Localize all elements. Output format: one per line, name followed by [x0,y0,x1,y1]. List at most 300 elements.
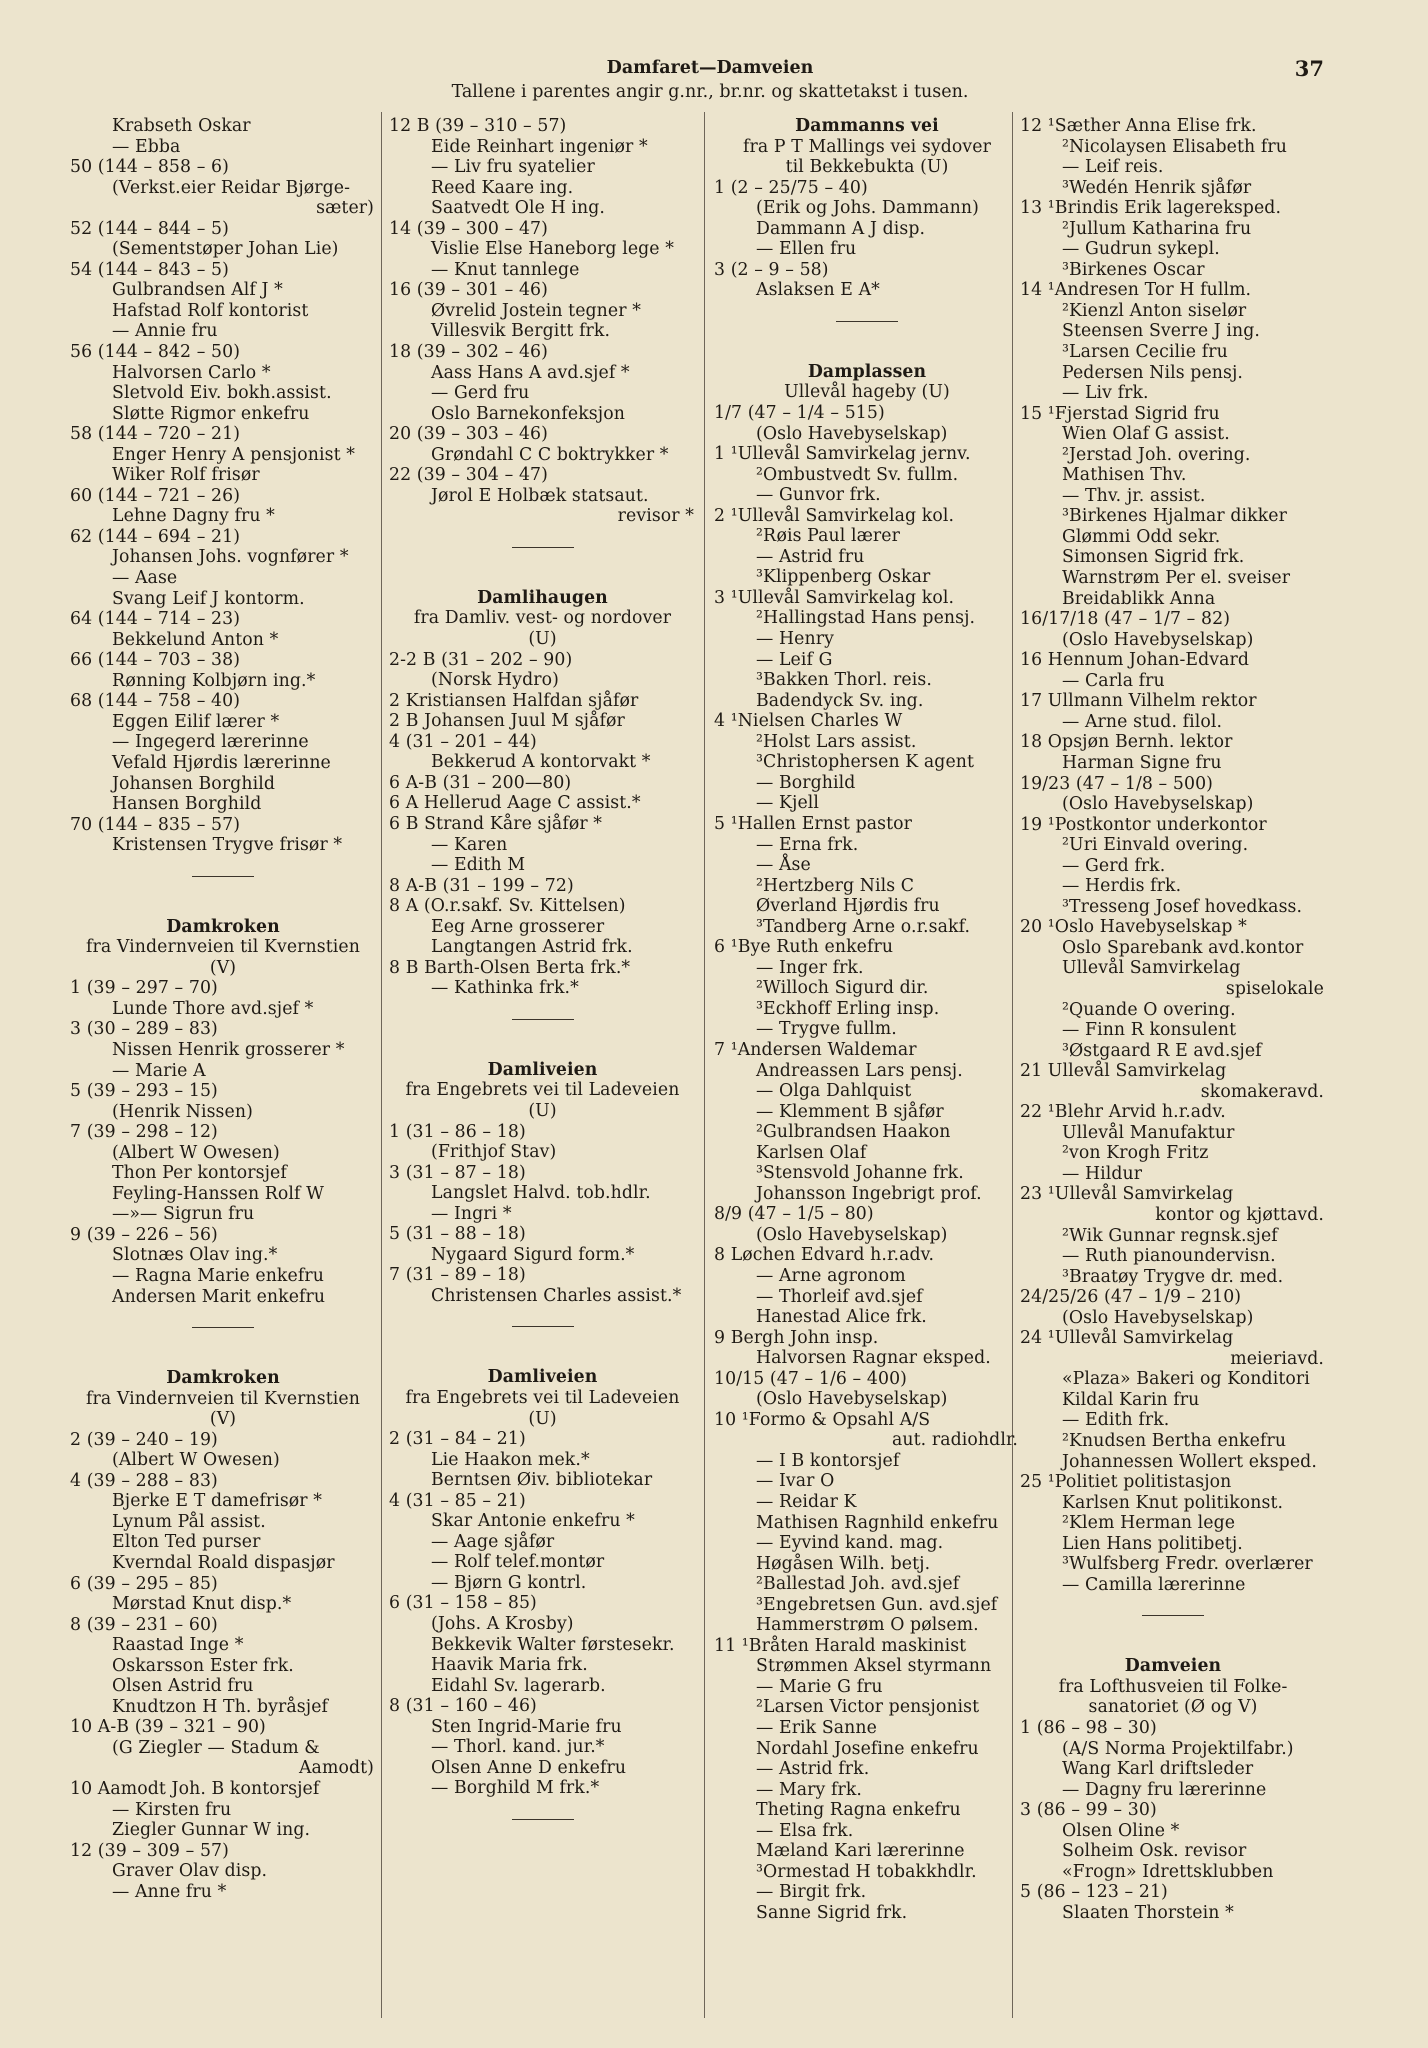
directory-line: 1/7 (47 – 1/4 – 515) [714,403,885,424]
directory-line: Øverland Hjørdis fru [756,896,940,917]
directory-line: (Oslo Havebyselskap) [1062,1307,1254,1328]
directory-line: Johansen Borghild [112,773,275,794]
directory-line: Skar Antonie enkefru * [431,1511,635,1532]
directory-line: Hansen Borghild [112,794,262,815]
section-separator [70,856,376,897]
column-rule [704,112,705,2018]
directory-line: Lunde Thore avd.sjef * [112,998,314,1019]
directory-line: 1 (39 – 297 – 70) [70,978,218,999]
directory-line: Warnstrøm Per el. sveiser [1062,568,1291,589]
directory-line: 2 (31 – 84 – 21) [389,1429,526,1450]
section-gap [70,1348,376,1368]
directory-line: ²Jerstad Joh. overing. [1062,444,1251,465]
directory-line: — Herdis frk. [1062,876,1182,897]
directory-line: skomakeravd. [1200,1081,1324,1102]
directory-line: Haavik Maria frk. [431,1655,588,1676]
directory-line: Kristensen Trygve frisør * [112,835,343,856]
directory-line: — Astrid frk. [756,1759,870,1780]
directory-line: — Anne fru * [112,1881,227,1902]
directory-line: — Åse [756,855,811,876]
section-separator [389,1799,696,1840]
directory-line: 4 ¹Nielsen Charles W [714,711,903,732]
directory-line: 2 ¹Ullevål Samvirkelag kol. [714,505,955,526]
directory-line: 6 (39 – 295 – 85) [70,1573,218,1594]
directory-line: Harman Signe fru [1062,752,1222,773]
directory-line: — Ivar O [756,1471,835,1492]
directory-line: — Olga Dahlquist [756,1081,912,1102]
directory-line: — Borghild [756,772,856,793]
directory-line: —»— Sigrun fru [112,1204,255,1225]
directory-line: ²Uri Einvald overing. [1062,835,1249,856]
directory-line: 3 (2 – 9 – 58) [714,259,829,280]
directory-line: — Marie A [112,1060,206,1081]
directory-line: revisor * [617,506,694,527]
directory-line: — Kathinka frk.* [431,978,579,999]
directory-line: (Oslo Havebyselskap) [756,1389,948,1410]
directory-line: Svang Leif J kontorm. [112,588,305,609]
directory-line: Dammann A J disp. [756,218,926,239]
directory-column-4 [1020,116,1326,2016]
directory-line: ²Klem Herman lege [1062,1513,1236,1534]
directory-line: 8 A-B (31 – 199 – 72) [389,875,574,896]
directory-line: Slaaten Thorstein * [1062,1902,1234,1923]
directory-line: Hafstad Rolf kontorist [112,300,309,321]
directory-line: (Oslo Havebyselskap) [1062,629,1254,650]
directory-line: Oskarsson Ester frk. [112,1655,294,1676]
directory-line: Wiker Rolf frisør [112,465,260,486]
directory-line: Nordahl Josefine enkefru [756,1738,979,1759]
directory-line: Eide Reinhart ingeniør * [431,136,648,157]
directory-line: — Ragna Marie enkefru [112,1265,324,1286]
directory-line: 64 (144 – 714 – 23) [70,609,241,630]
directory-line: (Sementstøper Johan Lie) [112,239,339,260]
directory-line: Wien Olaf G assist. [1062,424,1230,445]
directory-line: 6 ¹Bye Ruth enkefru [714,937,894,958]
directory-line: ³Tresseng Josef hovedkass. [1062,896,1303,917]
directory-line: (Frithjof Stav) [431,1142,557,1163]
directory-line: fra Vindernveien til Kvernstien [86,937,360,958]
directory-line: Badendyck Sv. ing. [756,690,924,711]
directory-line: ²Ombustvedt Sv. fullm. [756,464,959,485]
directory-line: 15 ¹Fjerstad Sigrid fru [1020,403,1220,424]
directory-line: ²Quande O overing. [1062,999,1236,1020]
section-gap [389,1040,696,1060]
directory-line: Lie Haakon mek.* [431,1449,590,1470]
street-heading: Damliveien [487,1367,598,1388]
street-heading: Damveien [1124,1656,1222,1677]
directory-line: 10 A-B (39 – 321 – 90) [70,1717,266,1738]
directory-line: 5 (39 – 293 – 15) [70,1081,218,1102]
street-heading: Damkroken [166,916,280,937]
directory-line: Berntsen Øiv. bibliotekar [431,1470,653,1491]
directory-line: Solheim Osk. revisor [1062,1841,1247,1862]
directory-line: — Birgit frk. [756,1882,867,1903]
directory-line: 52 (144 – 844 – 5) [70,218,229,239]
directory-line: Enger Henry A pensjonist * [112,444,355,465]
directory-line: Sten Ingrid-Marie fru [431,1716,622,1737]
section-separator [389,527,696,568]
directory-line: Karlsen Olaf [756,1142,867,1163]
directory-line: 1 (2 – 25/75 – 40) [714,177,868,198]
directory-line: Aass Hans A avd.sjef * [431,362,630,383]
section-separator [70,1307,376,1348]
directory-line: Aslaksen E A* [756,280,880,301]
directory-line: Grøndahl C C boktrykker * [431,444,669,465]
directory-line: ³Klippenberg Oskar [756,567,931,588]
directory-line: Sløtte Rigmor enkefru [112,403,310,424]
directory-line: 7 (31 – 89 – 18) [389,1265,526,1286]
directory-line: — Edith frk. [1062,1410,1170,1431]
directory-line: 50 (144 – 858 – 6) [70,157,229,178]
directory-line: Eeg Arne grosserer [431,916,605,937]
directory-line: — Thv. jr. assist. [1062,485,1206,506]
directory-line: (A/S Norma Projektilfabr.) [1062,1738,1294,1759]
directory-line: 16/17/18 (47 – 1/7 – 82) [1020,609,1231,630]
directory-line: 4 (31 – 85 – 21) [389,1490,526,1511]
directory-line: — Gerd frk. [1062,855,1166,876]
directory-line: — Elsa frk. [756,1820,854,1841]
directory-line: ²Nicolaysen Elisabeth fru [1062,136,1287,157]
directory-line: — Leif reis. [1062,157,1164,178]
directory-line: Ullevål hageby (U) [784,382,950,403]
street-heading: Dammanns vei [795,116,939,136]
directory-line: Langtangen Astrid frk. [431,937,633,958]
directory-line: Bekkevik Walter førstesekr. [431,1634,675,1655]
directory-line: Kildal Karin fru [1062,1389,1200,1410]
directory-line: Thon Per kontorsjef [112,1163,287,1184]
directory-line: 9 (39 – 226 – 56) [70,1224,218,1245]
directory-line: 3 (86 – 99 – 30) [1020,1800,1157,1821]
directory-line: ³Braatøy Trygve dr. med. [1062,1266,1284,1287]
directory-line: 3 (31 – 87 – 18) [389,1162,526,1183]
directory-line: — Gerd fru [431,383,530,404]
directory-line: — Eyvind kand. mag. [756,1533,944,1554]
section-separator [389,999,696,1040]
directory-line: (U) [528,1408,557,1429]
directory-line: ³Eckhoff Erling insp. [756,998,940,1019]
directory-line: 22 ¹Blehr Arvid h.r.adv. [1020,1102,1226,1123]
directory-line: Bjerke E T damefrisør * [112,1491,322,1512]
directory-line: 8/9 (47 – 1/5 – 80) [714,1204,874,1225]
directory-line: — Erik Sanne [756,1718,877,1739]
directory-line: (Oslo Havebyselskap) [756,1224,948,1245]
directory-line: Andreassen Lars pensj. [756,1060,963,1081]
directory-line: 7 ¹Andersen Waldemar [714,1039,917,1060]
directory-line: 8 (39 – 231 – 60) [70,1614,218,1635]
directory-line: Mathisen Thv. [1062,465,1187,486]
directory-line: — Thorl. kand. jur.* [431,1737,605,1758]
directory-line: — Hildur [1062,1163,1143,1184]
directory-line: ²Larsen Victor pensjonist [756,1697,980,1718]
directory-line: ³Christophersen K agent [756,752,975,773]
directory-line: — Knut tannlege [431,259,580,280]
directory-line: — Borghild M frk.* [431,1778,600,1799]
section-gap [1020,1636,1326,1656]
directory-line: kontor og kjøttavd. [1155,1204,1324,1225]
directory-line: 56 (144 – 842 – 50) [70,342,241,363]
directory-line: — Rolf telef.montør [431,1552,605,1573]
directory-line: 13 ¹Brindis Erik lagereksped. [1020,198,1282,219]
directory-line: Glømmi Odd sekr. [1062,526,1221,547]
directory-line: ²von Krogh Fritz [1062,1143,1209,1164]
directory-line: 12 (39 – 309 – 57) [70,1840,229,1861]
directory-line: 20 ¹Oslo Havebyselskap * [1020,917,1247,938]
directory-line: ³Tandberg Arne o.r.sakf. [756,916,971,937]
page-subtitle: Tallene i parentes angir g.nr., br.nr. og skattetakst i tusen. [451,82,969,102]
directory-line: (Albert W Owesen) [112,1450,280,1471]
directory-line: — Kjell [756,793,820,814]
directory-line: Jørol E Holbæk statsaut. [431,485,649,506]
directory-line: Villesvik Bergitt frk. [431,321,611,342]
directory-line: (Oslo Havebyselskap) [1062,794,1254,815]
directory-line: — Liv fru syatelier [431,157,595,178]
directory-line: 2 (39 – 240 – 19) [70,1429,218,1450]
directory-line: 54 (144 – 843 – 5) [70,259,229,280]
directory-line: ³Bakken Thorl. reis. [756,670,932,691]
directory-line: — Ruth pianoundervisn. [1062,1246,1276,1267]
directory-line: Mæland Kari lærerinne [756,1841,965,1862]
directory-line: ²Knudsen Bertha enkefru [1062,1431,1287,1451]
directory-line: Halvorsen Ragnar eksped. [756,1348,991,1369]
directory-line: 12 B (39 – 310 – 57) [389,116,567,136]
directory-line: 60 (144 – 721 – 26) [70,485,241,506]
directory-line: Johannessen Wollert eksped. [1062,1451,1317,1472]
directory-line: ³Engebretsen Gun. avd.sjef [756,1594,998,1615]
directory-line: 3 ¹Ullevål Samvirkelag kol. [714,587,955,608]
directory-line: ³Wulfsberg Fredr. overlærer [1062,1554,1313,1575]
directory-line: sæter) [316,198,374,219]
directory-line: 62 (144 – 694 – 21) [70,526,241,547]
directory-line: Lien Hans politibetj. [1062,1533,1243,1554]
directory-line: fra Vindernveien til Kvernstien [86,1388,360,1409]
directory-line: Aamodt) [298,1758,374,1779]
directory-line: 19/23 (47 – 1/8 – 500) [1020,773,1214,794]
directory-line: ³Larsen Cecilie fru [1062,342,1228,363]
directory-line: — Gudrun sykepl. [1062,239,1220,260]
directory-line: 23 ¹Ullevål Samvirkelag [1020,1184,1234,1205]
directory-line: Vislie Else Haneborg lege * [431,239,674,260]
directory-line: 5 (86 – 123 – 21) [1020,1882,1168,1903]
directory-line: aut. radiohdlr. [892,1430,1018,1451]
street-heading: Damplassen [807,361,927,382]
directory-line: — Trygve fullm. [756,1019,897,1040]
directory-line: spiselokale [1225,978,1324,999]
directory-line: ²Gulbrandsen Haakon [756,1122,951,1143]
directory-line: fra Engebrets vei til Ladeveien [405,1387,680,1408]
directory-line: Breidablikk Anna [1062,588,1216,609]
directory-line: 17 Ullmann Vilhelm rektor [1020,691,1257,712]
directory-line: «Plaza» Bakeri og Konditori [1062,1369,1310,1390]
directory-line: 4 (39 – 288 – 83) [70,1470,218,1491]
directory-line: — Liv frk. [1062,383,1149,404]
section-separator [389,1306,696,1347]
directory-line: Ullevål Samvirkelag [1062,958,1241,979]
section-gap [70,897,376,917]
directory-line: 10 ¹Formo & Opsahl A/S [714,1409,931,1430]
section-gap [389,568,696,588]
directory-line: fra P T Mallings vei sydover [743,136,991,157]
directory-line: Hanestad Alice frk. [756,1307,927,1328]
directory-line: 22 (39 – 304 – 47) [389,465,548,486]
directory-line: 24 ¹Ullevål Samvirkelag [1020,1328,1234,1349]
directory-line: — Mary frk. [756,1779,863,1800]
street-heading: Damlihaugen [477,587,608,608]
directory-line: 5 (31 – 88 – 18) [389,1224,526,1245]
directory-line: 6 B Strand Kåre sjåfør * [389,813,603,834]
street-heading: Damkroken [166,1368,280,1389]
directory-line: 66 (144 – 703 – 38) [70,650,241,671]
directory-line: — Karen [431,834,508,855]
directory-line: — Camilla lærerinne [1062,1574,1246,1595]
page-header [0,52,1428,112]
directory-line: 16 Hennum Johan-Edvard [1020,650,1250,671]
directory-line: Halvorsen Carlo * [112,362,271,383]
directory-line: Christensen Charles assist.* [431,1285,682,1306]
directory-line: fra Lofthusveien til Folke- [1058,1676,1288,1697]
directory-line: ²Jullum Katharina fru [1062,218,1252,239]
directory-line: Langslet Halvd. tob.hdlr. [431,1183,651,1204]
directory-line: Reed Kaare ing. [431,177,574,198]
directory-line: 25 ¹Politiet politistasjon [1020,1472,1232,1493]
page-title: Damfaret—Damveien [606,58,814,78]
directory-line: — Annie fru [112,321,218,342]
directory-line: 7 (39 – 298 – 12) [70,1122,218,1143]
directory-line: (V) [209,957,237,978]
directory-line: — Erna frk. [756,834,859,855]
directory-line: Nissen Henrik grosserer * [112,1039,345,1060]
directory-line: 8 Løchen Edvard h.r.adv. [714,1245,935,1266]
directory-line: — Reidar K [756,1492,857,1512]
directory-line: «Frogn» Idrettsklubben [1062,1861,1274,1882]
directory-line: (V) [209,1409,237,1430]
directory-line: (Albert W Owesen) [112,1142,280,1163]
directory-line: Olsen Anne D enkefru [431,1757,627,1778]
directory-line: — Arne stud. filol. [1062,711,1223,732]
directory-line: — Finn R konsulent [1062,1020,1237,1041]
directory-line: Oslo Barnekonfeksjon [431,403,625,424]
directory-line: 2 Kristiansen Halfdan sjåfør [389,690,639,711]
directory-line: 6 A Hellerud Aage C assist.* [389,793,641,814]
directory-line: — I B kontorsjef [756,1450,900,1471]
directory-line: Olsen Oline * [1062,1820,1180,1841]
directory-line: Lehne Dagny fru * [112,506,275,527]
directory-line: 58 (144 – 720 – 21) [70,424,241,445]
directory-line: (U) [528,629,557,650]
directory-line: 10/15 (47 – 1/6 – 400) [714,1368,908,1389]
directory-line: ²Røis Paul lærer [756,526,900,547]
directory-line: (U) [528,1100,557,1121]
directory-line: (G Ziegler — Stadum & [112,1737,320,1758]
directory-line: Strømmen Aksel styrmann [756,1656,992,1677]
directory-line: 6 A-B (31 – 200—80) [389,772,572,793]
directory-line: ²Wik Gunnar regnsk.sjef [1062,1225,1278,1246]
directory-line: 14 (39 – 300 – 47) [389,218,548,239]
directory-line: 11 ¹Bråten Harald maskinist [714,1635,967,1656]
directory-line: — Ingri * [431,1203,512,1224]
directory-line: — Edith M [431,855,526,876]
directory-line: ³Østgaard R E avd.sjef [1062,1040,1262,1061]
directory-line: 16 (39 – 301 – 46) [389,280,548,301]
directory-line: Wang Karl driftsleder [1062,1759,1254,1780]
directory-line: 68 (144 – 758 – 40) [70,691,241,712]
directory-line: Simonsen Sigrid frk. [1062,547,1245,568]
directory-line: — Dagny fru lærerinne [1062,1779,1267,1800]
directory-line: Øvrelid Jostein tegner * [431,300,641,321]
directory-line: Saatvedt Ole H ing. [431,198,605,219]
directory-line: (Oslo Havebyselskap) [756,423,948,444]
directory-line: Hammerstrøm O pølsem. [756,1615,979,1636]
directory-line: — Henry [756,629,834,650]
directory-line: ²Hertzberg Nils C [756,875,915,896]
directory-line: Raastad Inge * [112,1635,244,1656]
directory-line: Johansson Ingebrigt prof. [756,1183,982,1204]
directory-line: 24/25/26 (47 – 1/9 – 210) [1020,1287,1242,1308]
directory-line: Knudtzon H Th. byråsjef [112,1696,329,1717]
directory-line: Eidahl Sv. lagerarb. [431,1675,606,1696]
directory-line: Oslo Sparebank avd.kontor [1062,937,1304,958]
section-separator [714,301,1020,342]
directory-line: 19 ¹Postkontor underkontor [1020,814,1267,835]
directory-line: 8 (31 – 160 – 46) [389,1696,537,1717]
directory-line: 18 Opsjøn Bernh. lektor [1020,732,1233,753]
directory-line: Eggen Eilif lærer * [112,711,280,732]
page-number: 37 [1294,56,1324,81]
directory-line: 4 (31 – 201 – 44) [389,731,537,752]
street-heading: Damliveien [487,1059,598,1080]
directory-line: 20 (39 – 303 – 46) [389,424,548,445]
directory-line: — Thorleif avd.sjef [756,1286,923,1307]
directory-column-1 [70,116,376,2016]
directory-line: 1 (31 – 86 – 18) [389,1121,526,1142]
directory-line: Rønning Kolbjørn ing.* [112,670,316,691]
directory-line: Mathisen Ragnhild enkefru [756,1512,999,1533]
directory-line: — Arne agronom [756,1265,906,1286]
directory-line: (Verkst.eier Reidar Bjørge- [112,177,351,198]
directory-line: Høgåsen Wilh. betj. [756,1553,931,1574]
directory-line: — Astrid fru [756,546,865,567]
directory-line: 6 (31 – 158 – 85) [389,1593,537,1614]
directory-line: (Johs. A Krosby) [431,1614,574,1634]
section-gap [714,342,1020,362]
directory-line: ³Wedén Henrik sjåfør [1062,177,1252,198]
directory-line: meieriavd. [1230,1348,1324,1369]
directory-line: — Carla fru [1062,670,1165,691]
directory-line: Johansen Johs. vognfører * [112,547,349,568]
directory-line: 14 ¹Andresen Tor H fullm. [1020,280,1252,301]
directory-line: 5 ¹Hallen Ernst pastor [714,813,913,834]
directory-line: Olsen Astrid fru [112,1676,254,1697]
directory-line: sanatoriet (Ø og V) [1088,1697,1258,1718]
directory-line: ²Kienzl Anton siselør [1062,300,1247,321]
directory-line: Feyling-Hanssen Rolf W [112,1183,325,1204]
directory-line: — Ingegerd lærerinne [112,732,309,753]
directory-line: Bekkelund Anton * [112,629,279,650]
directory-line: 12 ¹Sæther Anna Elise frk. [1020,116,1257,136]
directory-line: Vefald Hjørdis lærerinne [112,752,331,773]
directory-line: 10 Aamodt Joh. B kontorsjef [70,1779,320,1800]
directory-line: 70 (144 – 835 – 57) [70,814,241,835]
directory-line: fra Engebrets vei til Ladeveien [405,1080,680,1101]
directory-line: 21 Ullevål Samvirkelag [1020,1061,1227,1082]
directory-line: Lynum Pål assist. [112,1511,266,1532]
directory-line: Karlsen Knut politikonst. [1062,1492,1284,1513]
directory-column-3 [714,116,1020,2016]
directory-line: ³Birkenes Hjalmar dikker [1062,506,1287,527]
directory-line: Kverndal Roald dispasjør [112,1553,335,1573]
directory-line: Krabseth Oskar [112,116,251,136]
directory-line: ³Ormestad H tobakkhdlr. [756,1861,977,1882]
directory-line: (Norsk Hydro) [431,670,559,691]
